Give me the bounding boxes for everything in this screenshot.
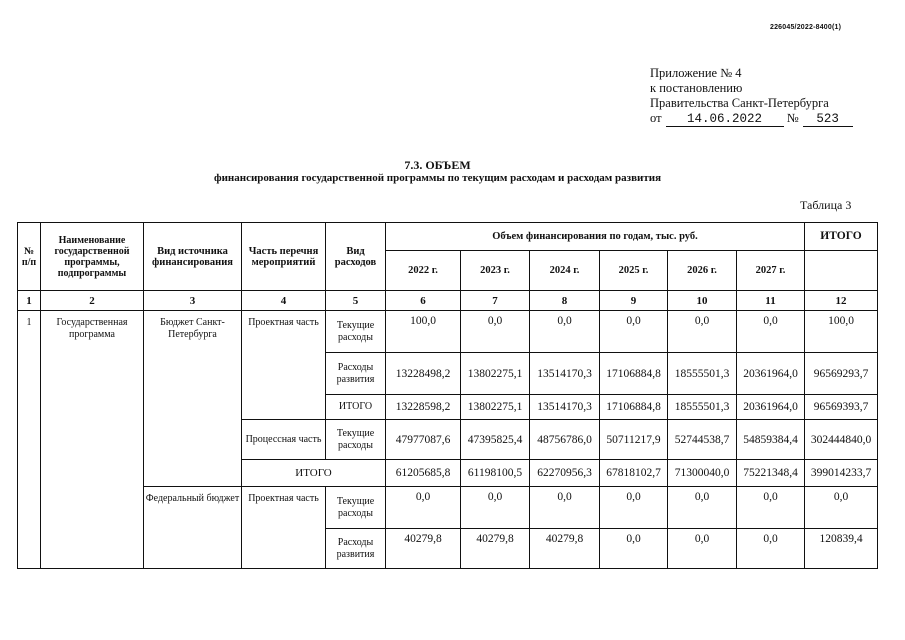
index-cell: 3 [144,291,242,311]
header-year: 2026 г. [668,251,737,291]
type-development: Расходы развития [326,529,386,569]
value-cell: 62270956,3 [530,460,600,487]
value-cell: 0,0 [668,529,737,569]
part-project: Проектная часть [242,487,326,569]
index-row [18,291,878,311]
table-row [18,487,878,529]
index-cell: 2 [41,291,144,311]
value-cell: 17106884,8 [600,353,668,395]
header-source: Вид источника финансирования [144,223,242,291]
value-cell: 71300040,0 [668,460,737,487]
type-current: Текущие расходы [326,420,386,460]
row-number: 1 [18,311,41,569]
source-federal-budget: Федеральный бюджет [144,487,242,569]
value-cell: 0,0 [530,487,600,529]
value-cell: 0,0 [461,487,530,529]
header-total-empty [805,251,878,291]
value-cell: 54859384,4 [737,420,805,460]
value-cell: 13228498,2 [386,353,461,395]
resolution-date: 14.06.2022 [666,113,784,127]
value-cell: 50711217,9 [600,420,668,460]
index-cell: 4 [242,291,326,311]
doc-title: 7.3. ОБЪЕМ [404,158,471,172]
value-cell: 96569393,7 [805,395,878,420]
header-year: 2022 г. [386,251,461,291]
header-year: 2027 г. [737,251,805,291]
from-label: от [650,111,662,125]
value-cell: 0,0 [600,529,668,569]
value-cell: 302444840,0 [805,420,878,460]
doc-subtitle: финансирования государственной программы по текущим расходам и расходам развития [213,172,662,184]
program-name: Государственная программа [41,311,144,569]
value-cell: 100,0 [386,311,461,353]
value-cell: 47977087,6 [386,420,461,460]
value-cell: 40279,8 [461,529,530,569]
header-year: 2023 г. [461,251,530,291]
financing-table [17,222,878,569]
document-id: 226045/2022-8400(1) [770,24,842,31]
index-cell: 12 [805,291,878,311]
value-cell: 13514170,3 [530,353,600,395]
table-label: Таблица 3 [800,198,852,212]
index-cell: 6 [386,291,461,311]
number-label: № [786,111,799,125]
value-cell: 47395825,4 [461,420,530,460]
index-cell: 9 [600,291,668,311]
part-process: Процессная часть [242,420,326,460]
value-cell: 13514170,3 [530,395,600,420]
value-cell: 40279,8 [530,529,600,569]
value-cell: 52744538,7 [668,420,737,460]
index-cell: 7 [461,291,530,311]
type-current: Текущие расходы [326,311,386,353]
index-cell: 11 [737,291,805,311]
value-cell: 399014233,7 [805,460,878,487]
value-cell: 13228598,2 [386,395,461,420]
appendix-line-2: к постановлению [650,81,743,95]
value-cell: 0,0 [530,311,600,353]
type-itogo: ИТОГО [326,395,386,420]
header-part: Часть перечня мероприятий [242,223,326,291]
value-cell: 13802275,1 [461,395,530,420]
header-volume: Объем финансирования по годам, тыс. руб. [386,223,805,251]
value-cell: 48756786,0 [530,420,600,460]
index-cell: 1 [18,291,41,311]
value-cell: 18555501,3 [668,353,737,395]
appendix-line-1: Приложение № 4 [650,66,742,80]
header-expense-type: Вид расходов [326,223,386,291]
value-cell: 61198100,5 [461,460,530,487]
appendix-block [650,66,853,127]
appendix-line-3: Правительства Санкт-Петербурга [650,96,829,110]
header-total: ИТОГО [805,223,878,251]
header-year: 2024 г. [530,251,600,291]
value-cell: 0,0 [386,487,461,529]
value-cell: 0,0 [737,487,805,529]
value-cell: 18555501,3 [668,395,737,420]
value-cell: 67818102,7 [600,460,668,487]
type-current: Текущие расходы [326,487,386,529]
value-cell: 0,0 [668,311,737,353]
value-cell: 75221348,4 [737,460,805,487]
value-cell: 0,0 [461,311,530,353]
value-cell: 61205685,8 [386,460,461,487]
value-cell: 96569293,7 [805,353,878,395]
value-cell: 100,0 [805,311,878,353]
value-cell: 20361964,0 [737,395,805,420]
type-development: Расходы развития [326,353,386,395]
value-cell: 0,0 [737,529,805,569]
value-cell: 0,0 [600,487,668,529]
header-name: Наименование государственной программы, подпрограммы [41,223,144,291]
index-cell: 5 [326,291,386,311]
value-cell: 13802275,1 [461,353,530,395]
source-spb-budget: Бюджет Санкт-Петербурга [144,311,242,487]
table-row [18,311,878,353]
header-row-1 [18,223,878,251]
index-cell: 8 [530,291,600,311]
index-cell: 10 [668,291,737,311]
part-project: Проектная часть [242,311,326,420]
value-cell: 0,0 [600,311,668,353]
value-cell: 0,0 [668,487,737,529]
itogo-source: ИТОГО [242,460,386,487]
value-cell: 0,0 [805,487,878,529]
value-cell: 120839,4 [805,529,878,569]
header-num: № п/п [18,223,41,291]
value-cell: 40279,8 [386,529,461,569]
value-cell: 0,0 [737,311,805,353]
value-cell: 17106884,8 [600,395,668,420]
appendix-line-4 [650,111,853,127]
resolution-number: 523 [803,113,853,127]
header-year: 2025 г. [600,251,668,291]
value-cell: 20361964,0 [737,353,805,395]
